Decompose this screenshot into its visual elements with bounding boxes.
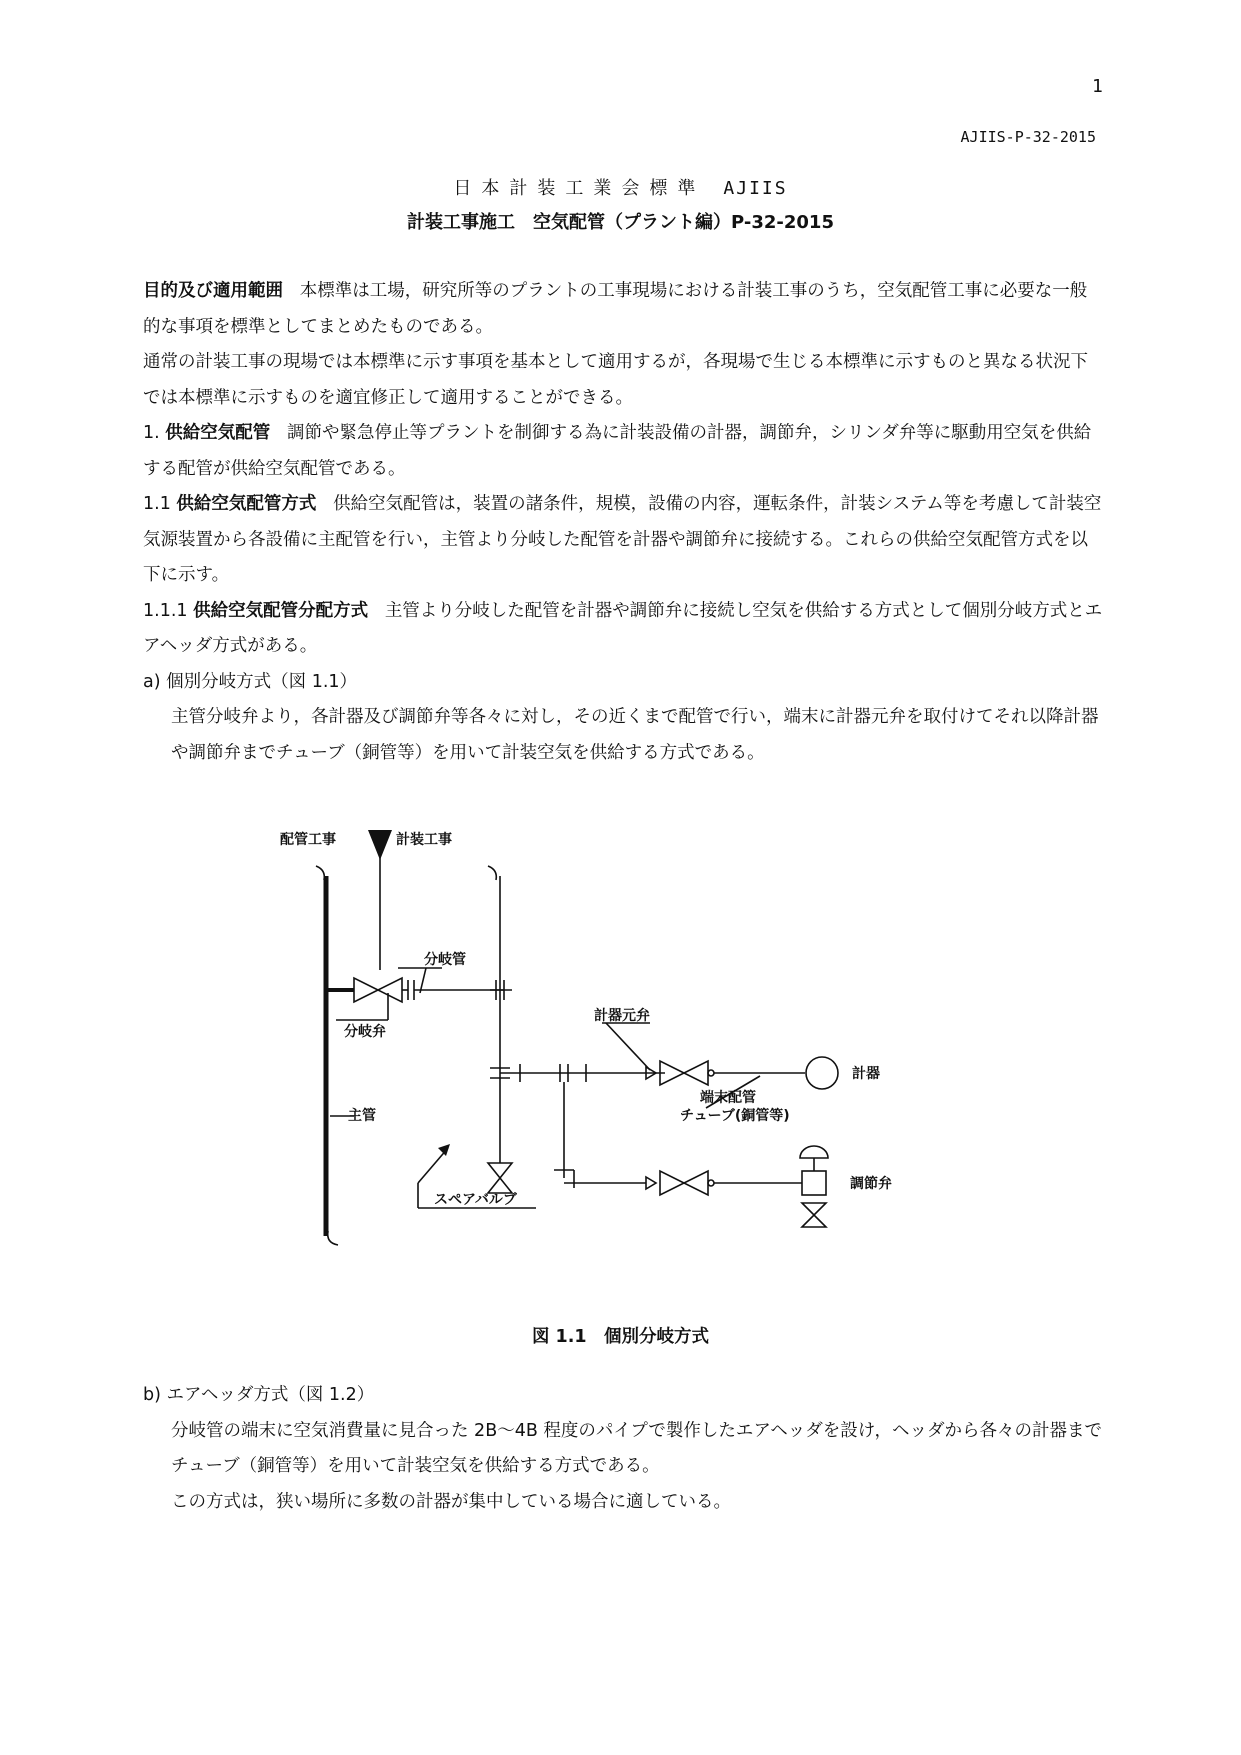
- break-mark-bottom: [328, 1231, 338, 1245]
- purpose-heading: 目的及び適用範囲: [143, 281, 283, 301]
- control-valve-symbol: [802, 1203, 826, 1227]
- section-1-1-heading: 供給空気配管方式: [176, 494, 317, 514]
- item-b-text-1: 分岐管の端末に空気消費量に見合った 2B～4B 程度のパイプで製作したエアヘッダを設け，ヘッダから各々の計器までチューブ（銅管等）を用いて計装空気を供給する方式である。: [171, 1420, 1103, 1476]
- body-text: [143, 274, 1103, 771]
- label-branch-valve: 分岐弁: [344, 1024, 386, 1040]
- label-branch-pipe: 分岐管: [424, 952, 466, 968]
- root-valve-symbol: [660, 1061, 708, 1085]
- purpose-text-1: 本標準は工場，研究所等のプラントの工事現場における計装工事のうち，空気配管工事に必要な一般的な事項を標準としてまとめたものである。: [143, 281, 1088, 337]
- instrument-circle: [806, 1057, 838, 1089]
- body-text-2: [143, 1378, 1103, 1520]
- section-1-1-1-number: 1.1.1: [143, 600, 188, 621]
- figure-caption: 図 1.1 個別分岐方式: [531, 1327, 710, 1347]
- item-a: [143, 665, 1103, 701]
- item-b-label: b): [143, 1385, 161, 1405]
- label-main-pipe: 主管: [348, 1108, 376, 1124]
- section-1-1-1-text: 主管より分岐した配管を計器や調節弁に接続し空気を供給する方式として個別分岐方式とエアヘッダ方式がある。: [143, 600, 1103, 656]
- standard-header: [0, 174, 1241, 200]
- purpose-paragraph: [143, 274, 1103, 345]
- spare-valve-symbol: [488, 1163, 512, 1193]
- document-title: 計装工事施工 空気配管（プラント編）P-32-2015: [407, 212, 834, 233]
- branch-valve-symbol: [354, 978, 402, 1002]
- section-1-1-number: 1.1: [143, 494, 171, 514]
- section-1: [143, 416, 1103, 487]
- item-a-title: 個別分岐方式（図 1.1）: [166, 671, 358, 692]
- label-spare-valve: スペアバルブ: [434, 1192, 517, 1208]
- label-tube: チューブ(銅管等): [680, 1108, 790, 1124]
- standard-code: AJIIS: [723, 178, 788, 199]
- item-a-text: 主管分岐弁より，各計器及び調節弁等各々に対し，その近くまで配管で行い，端末に計器元弁を取付けてそれ以降計器や調節弁までチューブ（銅管等）を用いて計装空気を供給する方式である。: [171, 707, 1099, 763]
- page-number: 1: [1092, 76, 1103, 97]
- section-1-text: 調節や緊急停止等プラントを制御する為に計装設備の計器，調節弁，シリンダ弁等に駆動用空気を供給する配管が供給空気配管である。: [143, 423, 1092, 479]
- figure-1-1-diagram: [280, 808, 930, 1308]
- section-1-1-1: [143, 594, 1103, 665]
- section-1-1: [143, 487, 1103, 594]
- item-a-label: a): [143, 671, 161, 692]
- section-1-heading: 供給空気配管: [165, 423, 271, 443]
- item-b: [143, 1378, 1103, 1414]
- label-instrument: 計器: [852, 1066, 880, 1082]
- item-b-title: エアヘッダ方式（図 1.2）: [166, 1385, 375, 1405]
- label-terminal-pipe: 端末配管: [700, 1090, 756, 1106]
- standard-name: 日本計装工業会標準: [453, 178, 706, 199]
- section-1-1-1-heading: 供給空気配管分配方式: [193, 600, 369, 621]
- purpose-text-2: 通常の計装工事の現場では本標準に示す事項を基本として適用するが，各現場で生じる本標準に示すものと異なる状況下では本標準に示すものを適宜修正して適用することができる。: [143, 352, 1088, 408]
- section-1-number: 1.: [143, 423, 160, 443]
- section-1-1-text: 供給空気配管は，装置の諸条件，規模，設備の内容，運転条件，計装システム等を考慮して計装空気源装置から各設備に主配管を行い，主管より分岐した配管を計器や調節弁に接続する。これらの供給空気配管方式を以下に示す。: [143, 494, 1102, 585]
- label-instrument-work: 計装工事: [396, 832, 452, 848]
- label-control-valve: 調節弁: [850, 1176, 892, 1192]
- boundary-flag-icon: [368, 830, 392, 860]
- label-root-valve: 計器元弁: [594, 1008, 650, 1024]
- document-id: AJIIS-P-32-2015: [960, 128, 1096, 146]
- item-b-text-2: この方式は，狭い場所に多数の計器が集中している場合に適している。: [171, 1491, 731, 1512]
- label-pipe-work: 配管工事: [280, 832, 336, 848]
- break-mark-top: [316, 866, 324, 880]
